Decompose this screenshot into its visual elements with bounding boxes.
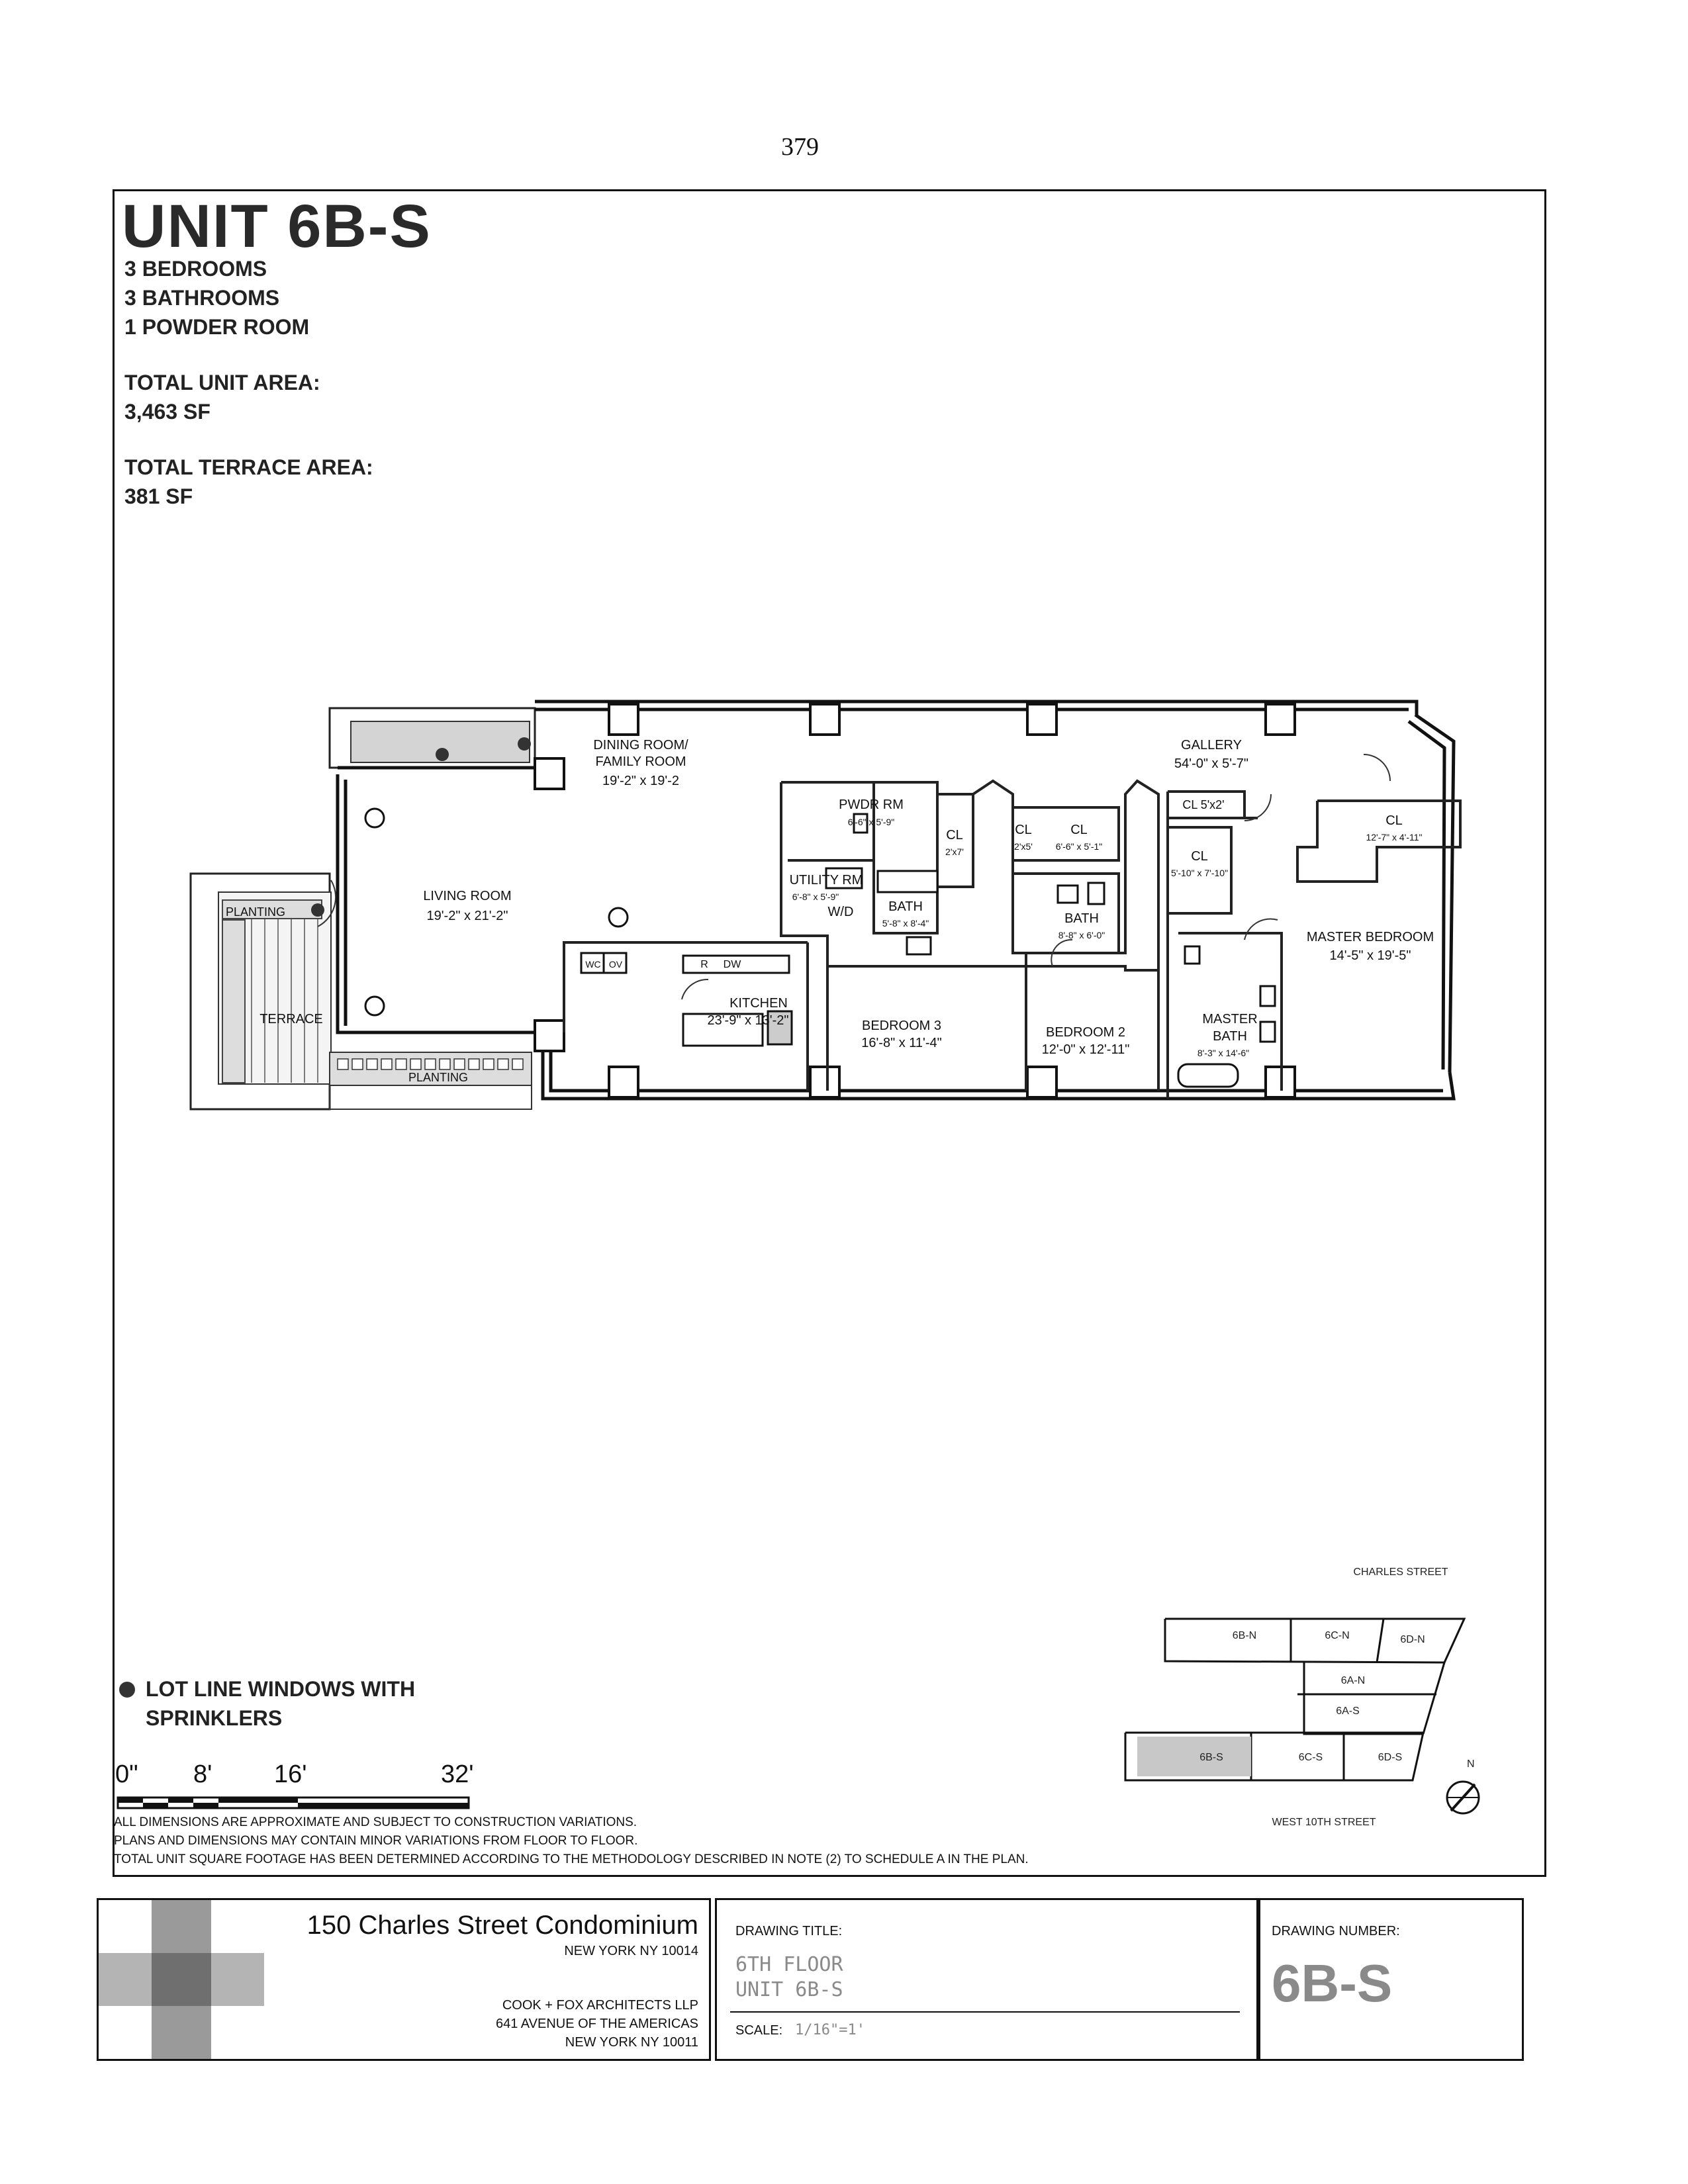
key-unit-6c-n: 6C-N bbox=[1325, 1630, 1350, 1641]
key-unit-6c-s: 6C-S bbox=[1298, 1752, 1323, 1763]
utility-room-label: UTILITY RM bbox=[789, 873, 863, 887]
floor-plan bbox=[185, 688, 1470, 1112]
dining-room-label: DINING ROOM/ bbox=[593, 738, 688, 752]
master-bedroom-dimensions: 14'-5" x 19'-5" bbox=[1329, 948, 1411, 963]
note-2: PLANS AND DIMENSIONS MAY CONTAIN MINOR VARIATIONS FROM FLOOR TO FLOOR. bbox=[114, 1834, 638, 1848]
key-unit-6b-n: 6B-N bbox=[1232, 1630, 1257, 1641]
unit-area-value: 3,463 SF bbox=[124, 400, 211, 424]
bathroom-count: 3 BATHROOMS bbox=[124, 286, 280, 310]
powder-room-dimensions: 6'-6" x 5'-9" bbox=[847, 817, 895, 827]
key-unit-6a-n: 6A-N bbox=[1340, 1675, 1366, 1686]
closet-e-dimensions: 5'-10" x 7'-10" bbox=[1170, 868, 1229, 878]
key-unit-6d-s: 6D-S bbox=[1378, 1752, 1403, 1763]
drawing-title-line-1: 6TH FLOOR bbox=[735, 1953, 843, 1976]
key-plan-south-street: WEST 10TH STREET bbox=[1272, 1817, 1376, 1828]
dining-room-dimensions: 19'-2" x 19'-2 bbox=[602, 774, 679, 788]
legend-line-2: SPRINKLERS bbox=[146, 1706, 283, 1730]
living-room-label: LIVING ROOM bbox=[423, 889, 512, 903]
kitchen-dimensions: 23'-9" x 13'-2" bbox=[707, 1013, 789, 1028]
closet-b-dimensions: 2'x5' bbox=[1014, 841, 1033, 852]
scale-label-16: 16' bbox=[274, 1760, 307, 1788]
key-plan-north-street: CHARLES STREET bbox=[1353, 1567, 1448, 1578]
gallery-label: GALLERY bbox=[1181, 738, 1242, 752]
master-bath-dimensions: 8'-3" x 14'-6" bbox=[1197, 1048, 1250, 1058]
page-number: 379 bbox=[781, 133, 819, 161]
scale-label: SCALE: bbox=[735, 2023, 783, 2038]
terrace-area-label: TOTAL TERRACE AREA: bbox=[124, 455, 373, 479]
dining-room-label-2: FAMILY ROOM bbox=[595, 754, 686, 769]
closet-c-dimensions: 6'-6" x 5'-1" bbox=[1055, 841, 1103, 852]
title-block-drawing bbox=[715, 1898, 1260, 2061]
planting-label-south: PLANTING bbox=[408, 1071, 469, 1084]
oven-label: OV bbox=[608, 959, 623, 970]
note-3: TOTAL UNIT SQUARE FOOTAGE HAS BEEN DETERMINED ACCORDING TO THE METHODOLOGY DESCRIBED IN NOTE (2) TO SCHEDULE A IN THE PLAN. bbox=[114, 1852, 1029, 1866]
project-city: NEW YORK NY 10014 bbox=[564, 1944, 698, 1958]
drawing-title-label: DRAWING TITLE: bbox=[735, 1924, 843, 1938]
closet-f-label: CL bbox=[1385, 813, 1403, 828]
bath-2-label: BATH bbox=[1064, 911, 1099, 926]
highlighted-unit bbox=[1137, 1737, 1251, 1776]
lot-line-window-bullet-icon bbox=[119, 1682, 135, 1698]
powder-room-count: 1 POWDER ROOM bbox=[124, 315, 310, 339]
master-bath-label-2: BATH bbox=[1213, 1029, 1247, 1044]
scale-label-8: 8' bbox=[193, 1760, 212, 1788]
unit-title: UNIT 6B-S bbox=[122, 193, 432, 260]
planting-label-terrace: PLANTING bbox=[225, 905, 286, 919]
living-room-dimensions: 19'-2" x 21'-2" bbox=[426, 909, 508, 923]
kitchen-label: KITCHEN bbox=[729, 996, 788, 1011]
bedroom-3-dimensions: 16'-8" x 11'-4" bbox=[861, 1036, 942, 1050]
key-unit-6a-s: 6A-S bbox=[1336, 1706, 1360, 1717]
wc-label: WC bbox=[585, 959, 601, 970]
scale-label-0: 0" bbox=[115, 1760, 138, 1788]
scale-value: 1/16"=1' bbox=[795, 2022, 865, 2038]
utility-room-dimensions: 6'-8" x 5'-9" bbox=[792, 891, 839, 902]
drawing-title-line-2: UNIT 6B-S bbox=[735, 1978, 843, 2001]
architect-logo-icon bbox=[99, 1900, 271, 2059]
bath-1-dimensions: 5'-8" x 8'-4" bbox=[882, 918, 929, 929]
closet-a-dimensions: 2'x7' bbox=[945, 846, 964, 857]
key-unit-6b-s: 6B-S bbox=[1199, 1752, 1223, 1763]
refrigerator-label: R bbox=[700, 959, 708, 970]
north-label: N bbox=[1467, 1758, 1475, 1770]
powder-room-label: PWDR RM bbox=[839, 797, 904, 812]
gallery-dimensions: 54'-0" x 5'-7" bbox=[1174, 756, 1248, 771]
note-1: ALL DIMENSIONS ARE APPROXIMATE AND SUBJECT TO CONSTRUCTION VARIATIONS. bbox=[114, 1815, 637, 1829]
title-divider bbox=[730, 2011, 1240, 2013]
closet-c-label: CL bbox=[1070, 823, 1088, 837]
closet-b-label: CL bbox=[1015, 823, 1032, 837]
bedroom-2-dimensions: 12'-0" x 12'-11" bbox=[1041, 1042, 1130, 1057]
north-arrow-icon bbox=[1447, 1758, 1479, 1813]
master-bedroom-label: MASTER BEDROOM bbox=[1306, 930, 1434, 944]
terrace-area-value: 381 SF bbox=[124, 484, 193, 508]
title-block-number bbox=[1256, 1898, 1524, 2061]
bath-1-label: BATH bbox=[888, 899, 923, 914]
closet-f-dimensions: 12'-7" x 4'-11" bbox=[1366, 832, 1423, 842]
architect-city: NEW YORK NY 10011 bbox=[565, 2035, 698, 2050]
planting-strip-north bbox=[330, 708, 535, 768]
unit-area-label: TOTAL UNIT AREA: bbox=[124, 371, 320, 394]
bedroom-2-label: BEDROOM 2 bbox=[1045, 1025, 1126, 1040]
key-plan bbox=[1112, 1555, 1509, 1833]
closet-a-label: CL bbox=[946, 828, 963, 842]
bedroom-count: 3 BEDROOMS bbox=[124, 257, 267, 281]
drawing-number-label: DRAWING NUMBER: bbox=[1272, 1924, 1400, 1938]
dishwasher-label: DW bbox=[723, 959, 741, 970]
project-name: 150 Charles Street Condominium bbox=[306, 1911, 698, 1940]
bedroom-3-label: BEDROOM 3 bbox=[861, 1019, 942, 1033]
key-unit-6d-n: 6D-N bbox=[1400, 1634, 1425, 1645]
legend bbox=[119, 1674, 415, 1733]
drawing-number: 6B-S bbox=[1272, 1954, 1393, 2013]
title-block-project bbox=[97, 1898, 711, 2061]
legend-line-1: LOT LINE WINDOWS WITH bbox=[146, 1677, 416, 1701]
terrace-label: TERRACE bbox=[259, 1012, 323, 1026]
closet-e-label: CL bbox=[1191, 849, 1208, 864]
scale-label-32: 32' bbox=[441, 1760, 474, 1788]
notes bbox=[114, 1813, 1029, 1869]
bath-2-dimensions: 8'-8" x 6'-0" bbox=[1058, 930, 1105, 940]
architect-name: COOK + FOX ARCHITECTS LLP bbox=[502, 1998, 698, 2013]
closet-d-label: CL 5'x2' bbox=[1182, 798, 1225, 811]
master-bath-label: MASTER bbox=[1202, 1012, 1258, 1026]
graphic-scale-bar bbox=[117, 1795, 474, 1811]
architect-address: 641 AVENUE OF THE AMERICAS bbox=[495, 2017, 698, 2031]
washer-dryer-label: W/D bbox=[827, 905, 854, 919]
